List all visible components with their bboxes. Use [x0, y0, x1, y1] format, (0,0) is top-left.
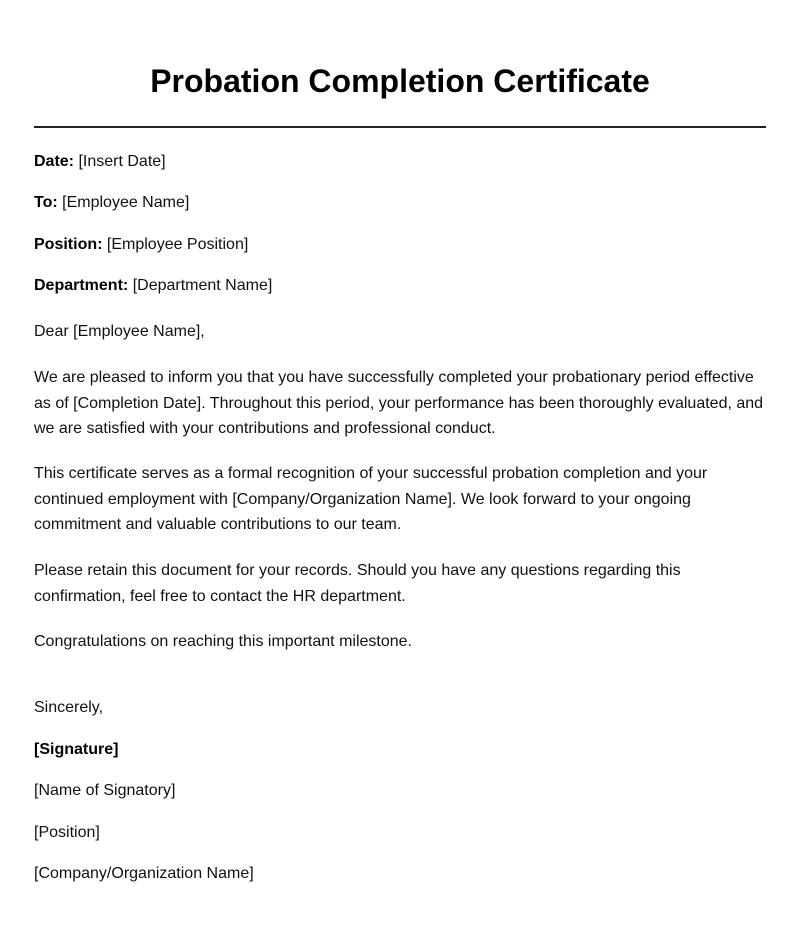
position-label: Position:	[34, 236, 103, 253]
document-title: Probation Completion Certificate	[150, 63, 650, 99]
position-value: [Employee Position]	[106, 236, 249, 253]
position-field	[34, 235, 248, 255]
body-paragraph-2: This certificate serves as a formal recognition of your successful probation completion and your continued employment with [Company/Organization Name]. We look forward to your ongoing commitment and valuable contributions to our team.	[34, 465, 708, 534]
department-label: Department:	[34, 277, 129, 294]
date-field	[34, 152, 166, 172]
date-label: Date:	[34, 153, 75, 170]
to-label: To:	[34, 194, 58, 211]
signatory-company: [Company/Organization Name]	[34, 865, 254, 882]
signatory-name: [Name of Signatory]	[34, 782, 176, 799]
body-paragraph-4: Congratulations on reaching this important milestone.	[34, 633, 412, 650]
to-value: [Employee Name]	[62, 194, 190, 211]
signature-placeholder	[34, 740, 118, 760]
closing: Sincerely,	[34, 699, 104, 716]
title-divider	[34, 126, 766, 128]
salutation: Dear [Employee Name],	[34, 323, 205, 340]
body-paragraph-1: We are pleased to inform you that you have successfully completed your probationary period effective as of [Completion Date]. Throughout this period, your performance has been thoroughly evaluated, and we are satisfied with your contributions and professional conduct.	[34, 369, 764, 438]
to-field	[34, 193, 189, 213]
date-value: [Insert Date]	[78, 153, 166, 170]
department-field	[34, 276, 272, 296]
signatory-position: [Position]	[34, 824, 100, 841]
body-paragraph-3: Please retain this document for your records. Should you have any questions regarding this confirmation, feel free to contact the HR department.	[34, 562, 681, 605]
signature-text: [Signature]	[34, 741, 119, 758]
department-value: [Department Name]	[132, 277, 273, 294]
